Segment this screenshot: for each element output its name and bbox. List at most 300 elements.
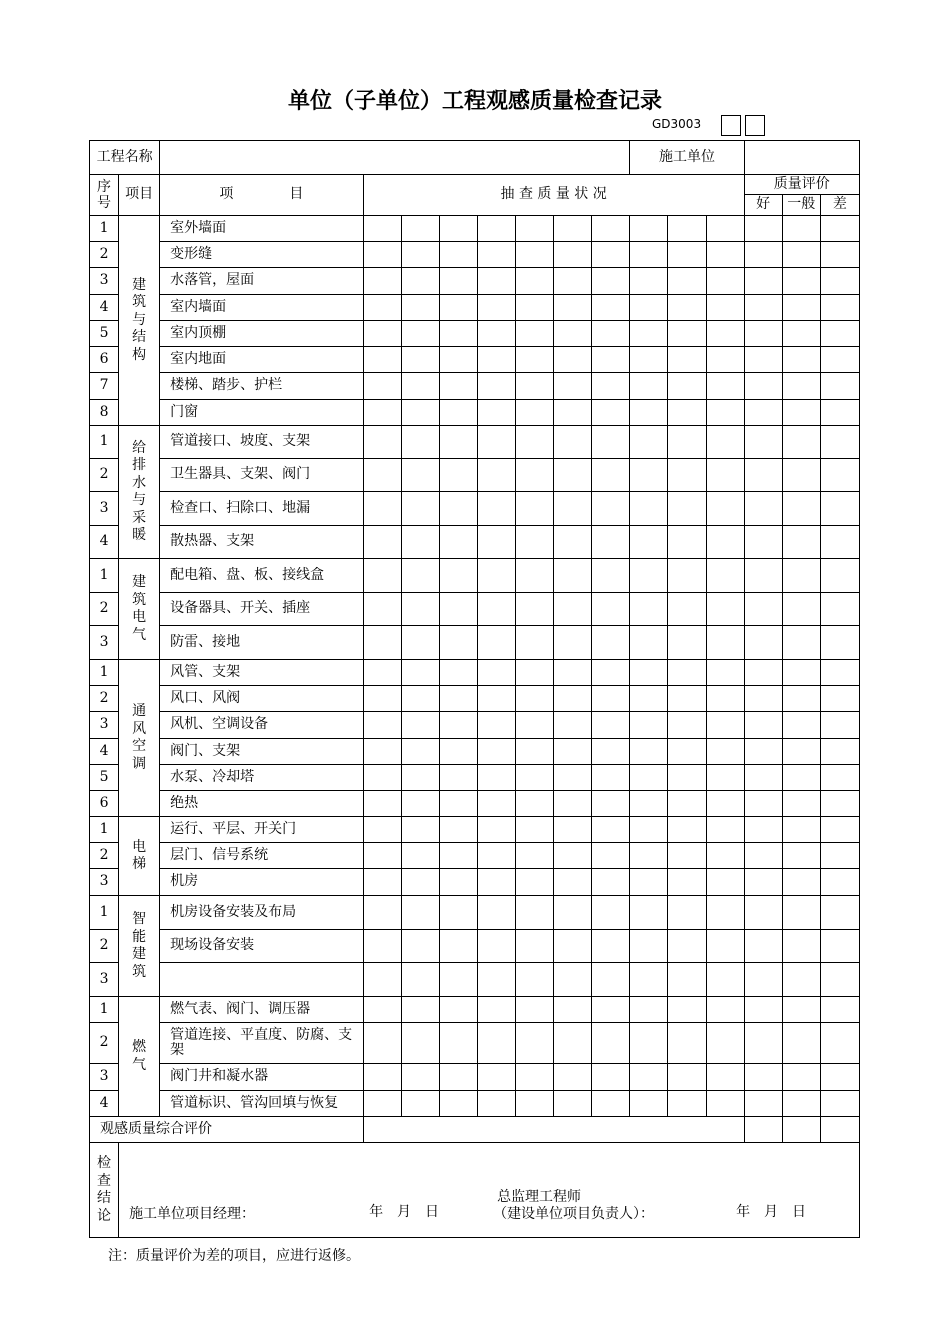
inspection-cell[interactable] <box>401 426 439 459</box>
inspection-cell[interactable] <box>401 930 439 963</box>
inspection-cell[interactable] <box>477 791 515 817</box>
inspection-cell[interactable] <box>592 896 630 930</box>
inspection-cell[interactable] <box>554 492 592 526</box>
rating-good-cell[interactable] <box>744 1023 782 1064</box>
inspection-cell[interactable] <box>630 321 668 347</box>
inspection-cell[interactable] <box>706 1023 744 1064</box>
inspection-cell[interactable] <box>439 321 477 347</box>
inspection-cell[interactable] <box>363 295 401 321</box>
inspection-cell[interactable] <box>706 459 744 492</box>
rating-average-cell[interactable] <box>782 1023 820 1064</box>
inspection-cell[interactable] <box>668 660 706 686</box>
inspection-cell[interactable] <box>477 896 515 930</box>
inspection-cell[interactable] <box>592 321 630 347</box>
inspection-cell[interactable] <box>439 660 477 686</box>
inspection-cell[interactable] <box>668 242 706 268</box>
rating-good-cell[interactable] <box>744 321 782 347</box>
inspection-cell[interactable] <box>630 686 668 712</box>
inspection-cell[interactable] <box>706 791 744 817</box>
rating-average-cell[interactable] <box>782 712 820 739</box>
rating-average-cell[interactable] <box>782 660 820 686</box>
conclusion-body[interactable] <box>119 1143 860 1238</box>
rating-poor-cell[interactable] <box>820 242 859 268</box>
inspection-cell[interactable] <box>401 373 439 400</box>
inspection-cell[interactable] <box>592 295 630 321</box>
inspection-cell[interactable] <box>401 400 439 426</box>
inspection-cell[interactable] <box>554 347 592 373</box>
rating-good-cell[interactable] <box>744 373 782 400</box>
inspection-cell[interactable] <box>439 963 477 997</box>
inspection-cell[interactable] <box>516 373 554 400</box>
inspection-cell[interactable] <box>439 526 477 559</box>
inspection-cell[interactable] <box>668 869 706 896</box>
rating-average-cell[interactable] <box>782 492 820 526</box>
inspection-cell[interactable] <box>477 1023 515 1064</box>
inspection-cell[interactable] <box>477 242 515 268</box>
inspection-cell[interactable] <box>668 765 706 791</box>
rating-poor-cell[interactable] <box>820 295 859 321</box>
inspection-cell[interactable] <box>630 843 668 869</box>
inspection-cell[interactable] <box>706 426 744 459</box>
inspection-cell[interactable] <box>401 242 439 268</box>
inspection-cell[interactable] <box>401 559 439 593</box>
inspection-cell[interactable] <box>554 216 592 242</box>
rating-poor-cell[interactable] <box>820 268 859 295</box>
rating-good-cell[interactable] <box>744 526 782 559</box>
rating-good-cell[interactable] <box>744 216 782 242</box>
inspection-cell[interactable] <box>706 739 744 765</box>
overall-good-cell[interactable] <box>744 1117 782 1143</box>
inspection-cell[interactable] <box>439 426 477 459</box>
inspection-cell[interactable] <box>516 526 554 559</box>
inspection-cell[interactable] <box>516 1064 554 1091</box>
inspection-cell[interactable] <box>668 216 706 242</box>
inspection-cell[interactable] <box>592 426 630 459</box>
inspection-cell[interactable] <box>401 1091 439 1117</box>
inspection-cell[interactable] <box>554 593 592 626</box>
inspection-cell[interactable] <box>401 268 439 295</box>
inspection-cell[interactable] <box>439 1064 477 1091</box>
inspection-cell[interactable] <box>668 930 706 963</box>
rating-good-cell[interactable] <box>744 739 782 765</box>
overall-evaluation-field[interactable] <box>363 1117 744 1143</box>
inspection-cell[interactable] <box>439 896 477 930</box>
inspection-cell[interactable] <box>439 400 477 426</box>
inspection-cell[interactable] <box>706 1091 744 1117</box>
inspection-cell[interactable] <box>401 1023 439 1064</box>
inspection-cell[interactable] <box>516 660 554 686</box>
rating-poor-cell[interactable] <box>820 869 859 896</box>
inspection-cell[interactable] <box>668 896 706 930</box>
inspection-cell[interactable] <box>668 1023 706 1064</box>
inspection-cell[interactable] <box>592 492 630 526</box>
inspection-cell[interactable] <box>592 660 630 686</box>
inspection-cell[interactable] <box>668 426 706 459</box>
inspection-cell[interactable] <box>668 268 706 295</box>
inspection-cell[interactable] <box>401 526 439 559</box>
rating-good-cell[interactable] <box>744 712 782 739</box>
inspection-cell[interactable] <box>630 373 668 400</box>
inspection-cell[interactable] <box>554 896 592 930</box>
project-name-field[interactable] <box>160 141 630 175</box>
inspection-cell[interactable] <box>401 963 439 997</box>
inspection-cell[interactable] <box>363 373 401 400</box>
inspection-cell[interactable] <box>630 896 668 930</box>
inspection-cell[interactable] <box>439 347 477 373</box>
inspection-cell[interactable] <box>554 1091 592 1117</box>
inspection-cell[interactable] <box>401 791 439 817</box>
inspection-cell[interactable] <box>401 739 439 765</box>
inspection-cell[interactable] <box>706 843 744 869</box>
inspection-cell[interactable] <box>401 817 439 843</box>
inspection-cell[interactable] <box>363 817 401 843</box>
rating-good-cell[interactable] <box>744 242 782 268</box>
inspection-cell[interactable] <box>706 400 744 426</box>
inspection-cell[interactable] <box>516 492 554 526</box>
inspection-cell[interactable] <box>363 739 401 765</box>
rating-average-cell[interactable] <box>782 268 820 295</box>
rating-average-cell[interactable] <box>782 459 820 492</box>
inspection-cell[interactable] <box>401 593 439 626</box>
inspection-cell[interactable] <box>516 426 554 459</box>
inspection-cell[interactable] <box>477 347 515 373</box>
inspection-cell[interactable] <box>439 843 477 869</box>
inspection-cell[interactable] <box>554 686 592 712</box>
inspection-cell[interactable] <box>668 321 706 347</box>
inspection-cell[interactable] <box>516 400 554 426</box>
inspection-cell[interactable] <box>554 712 592 739</box>
inspection-cell[interactable] <box>630 791 668 817</box>
inspection-cell[interactable] <box>630 997 668 1023</box>
rating-good-cell[interactable] <box>744 686 782 712</box>
inspection-cell[interactable] <box>401 1064 439 1091</box>
inspection-cell[interactable] <box>477 739 515 765</box>
overall-average-cell[interactable] <box>782 1117 820 1143</box>
inspection-cell[interactable] <box>401 686 439 712</box>
inspection-cell[interactable] <box>439 1023 477 1064</box>
inspection-cell[interactable] <box>363 321 401 347</box>
inspection-cell[interactable] <box>592 268 630 295</box>
inspection-cell[interactable] <box>630 626 668 660</box>
inspection-cell[interactable] <box>477 626 515 660</box>
inspection-cell[interactable] <box>363 526 401 559</box>
rating-poor-cell[interactable] <box>820 426 859 459</box>
inspection-cell[interactable] <box>477 817 515 843</box>
inspection-cell[interactable] <box>363 712 401 739</box>
inspection-cell[interactable] <box>401 295 439 321</box>
rating-good-cell[interactable] <box>744 817 782 843</box>
inspection-cell[interactable] <box>516 712 554 739</box>
inspection-cell[interactable] <box>706 593 744 626</box>
inspection-cell[interactable] <box>401 869 439 896</box>
rating-good-cell[interactable] <box>744 268 782 295</box>
inspection-cell[interactable] <box>630 426 668 459</box>
inspection-cell[interactable] <box>668 492 706 526</box>
construction-unit-field[interactable] <box>744 141 859 175</box>
inspection-cell[interactable] <box>706 295 744 321</box>
inspection-cell[interactable] <box>363 660 401 686</box>
inspection-cell[interactable] <box>363 869 401 896</box>
inspection-cell[interactable] <box>592 1091 630 1117</box>
rating-poor-cell[interactable] <box>820 930 859 963</box>
inspection-cell[interactable] <box>516 321 554 347</box>
rating-good-cell[interactable] <box>744 791 782 817</box>
inspection-cell[interactable] <box>630 660 668 686</box>
inspection-cell[interactable] <box>706 896 744 930</box>
rating-poor-cell[interactable] <box>820 896 859 930</box>
inspection-cell[interactable] <box>630 930 668 963</box>
inspection-cell[interactable] <box>477 400 515 426</box>
inspection-cell[interactable] <box>706 765 744 791</box>
inspection-cell[interactable] <box>363 593 401 626</box>
inspection-cell[interactable] <box>554 660 592 686</box>
inspection-cell[interactable] <box>630 492 668 526</box>
inspection-cell[interactable] <box>401 997 439 1023</box>
rating-average-cell[interactable] <box>782 526 820 559</box>
inspection-cell[interactable] <box>477 1091 515 1117</box>
inspection-cell[interactable] <box>554 817 592 843</box>
inspection-cell[interactable] <box>363 1064 401 1091</box>
inspection-cell[interactable] <box>668 817 706 843</box>
inspection-cell[interactable] <box>401 492 439 526</box>
rating-good-cell[interactable] <box>744 963 782 997</box>
inspection-cell[interactable] <box>516 896 554 930</box>
rating-average-cell[interactable] <box>782 1091 820 1117</box>
inspection-cell[interactable] <box>363 242 401 268</box>
rating-good-cell[interactable] <box>744 492 782 526</box>
inspection-cell[interactable] <box>516 626 554 660</box>
rating-poor-cell[interactable] <box>820 400 859 426</box>
inspection-cell[interactable] <box>516 1091 554 1117</box>
inspection-cell[interactable] <box>554 459 592 492</box>
inspection-cell[interactable] <box>516 686 554 712</box>
inspection-cell[interactable] <box>401 321 439 347</box>
rating-average-cell[interactable] <box>782 739 820 765</box>
inspection-cell[interactable] <box>706 626 744 660</box>
inspection-cell[interactable] <box>516 963 554 997</box>
inspection-cell[interactable] <box>363 896 401 930</box>
inspection-cell[interactable] <box>592 765 630 791</box>
inspection-cell[interactable] <box>401 459 439 492</box>
inspection-cell[interactable] <box>516 869 554 896</box>
inspection-cell[interactable] <box>630 1091 668 1117</box>
inspection-cell[interactable] <box>439 765 477 791</box>
rating-poor-cell[interactable] <box>820 712 859 739</box>
code-box-1[interactable] <box>721 115 741 136</box>
inspection-cell[interactable] <box>554 1023 592 1064</box>
inspection-cell[interactable] <box>668 373 706 400</box>
inspection-cell[interactable] <box>363 559 401 593</box>
inspection-cell[interactable] <box>706 492 744 526</box>
inspection-cell[interactable] <box>477 373 515 400</box>
inspection-cell[interactable] <box>630 817 668 843</box>
rating-good-cell[interactable] <box>744 347 782 373</box>
inspection-cell[interactable] <box>516 559 554 593</box>
inspection-cell[interactable] <box>477 869 515 896</box>
inspection-cell[interactable] <box>706 930 744 963</box>
rating-average-cell[interactable] <box>782 930 820 963</box>
inspection-cell[interactable] <box>477 1064 515 1091</box>
inspection-cell[interactable] <box>630 765 668 791</box>
rating-good-cell[interactable] <box>744 459 782 492</box>
inspection-cell[interactable] <box>477 459 515 492</box>
rating-average-cell[interactable] <box>782 593 820 626</box>
inspection-cell[interactable] <box>363 459 401 492</box>
rating-poor-cell[interactable] <box>820 216 859 242</box>
rating-poor-cell[interactable] <box>820 459 859 492</box>
overall-poor-cell[interactable] <box>820 1117 859 1143</box>
inspection-cell[interactable] <box>477 526 515 559</box>
inspection-cell[interactable] <box>630 559 668 593</box>
inspection-cell[interactable] <box>706 712 744 739</box>
rating-poor-cell[interactable] <box>820 492 859 526</box>
rating-average-cell[interactable] <box>782 791 820 817</box>
inspection-cell[interactable] <box>668 295 706 321</box>
rating-average-cell[interactable] <box>782 686 820 712</box>
rating-average-cell[interactable] <box>782 295 820 321</box>
inspection-cell[interactable] <box>630 459 668 492</box>
inspection-cell[interactable] <box>516 843 554 869</box>
inspection-cell[interactable] <box>477 559 515 593</box>
inspection-cell[interactable] <box>363 626 401 660</box>
inspection-cell[interactable] <box>439 930 477 963</box>
rating-good-cell[interactable] <box>744 295 782 321</box>
rating-average-cell[interactable] <box>782 963 820 997</box>
rating-average-cell[interactable] <box>782 765 820 791</box>
inspection-cell[interactable] <box>477 843 515 869</box>
inspection-cell[interactable] <box>630 963 668 997</box>
inspection-cell[interactable] <box>554 321 592 347</box>
inspection-cell[interactable] <box>592 843 630 869</box>
inspection-cell[interactable] <box>439 295 477 321</box>
inspection-cell[interactable] <box>477 997 515 1023</box>
rating-good-cell[interactable] <box>744 426 782 459</box>
rating-good-cell[interactable] <box>744 626 782 660</box>
inspection-cell[interactable] <box>439 997 477 1023</box>
inspection-cell[interactable] <box>554 400 592 426</box>
inspection-cell[interactable] <box>439 373 477 400</box>
inspection-cell[interactable] <box>516 997 554 1023</box>
rating-poor-cell[interactable] <box>820 997 859 1023</box>
inspection-cell[interactable] <box>592 526 630 559</box>
rating-average-cell[interactable] <box>782 997 820 1023</box>
inspection-cell[interactable] <box>439 817 477 843</box>
inspection-cell[interactable] <box>592 559 630 593</box>
inspection-cell[interactable] <box>516 242 554 268</box>
rating-good-cell[interactable] <box>744 1091 782 1117</box>
inspection-cell[interactable] <box>439 593 477 626</box>
inspection-cell[interactable] <box>592 373 630 400</box>
inspection-cell[interactable] <box>363 400 401 426</box>
rating-poor-cell[interactable] <box>820 1064 859 1091</box>
inspection-cell[interactable] <box>668 1064 706 1091</box>
inspection-cell[interactable] <box>668 997 706 1023</box>
inspection-cell[interactable] <box>706 242 744 268</box>
inspection-cell[interactable] <box>554 997 592 1023</box>
inspection-cell[interactable] <box>592 593 630 626</box>
inspection-cell[interactable] <box>439 739 477 765</box>
inspection-cell[interactable] <box>363 1023 401 1064</box>
inspection-cell[interactable] <box>363 216 401 242</box>
inspection-cell[interactable] <box>477 492 515 526</box>
inspection-cell[interactable] <box>592 869 630 896</box>
inspection-cell[interactable] <box>592 626 630 660</box>
inspection-cell[interactable] <box>554 843 592 869</box>
inspection-cell[interactable] <box>363 1091 401 1117</box>
inspection-cell[interactable] <box>363 930 401 963</box>
rating-poor-cell[interactable] <box>820 559 859 593</box>
inspection-cell[interactable] <box>592 1064 630 1091</box>
inspection-cell[interactable] <box>401 660 439 686</box>
inspection-cell[interactable] <box>630 869 668 896</box>
rating-good-cell[interactable] <box>744 660 782 686</box>
inspection-cell[interactable] <box>516 347 554 373</box>
inspection-cell[interactable] <box>668 712 706 739</box>
code-box-2[interactable] <box>745 115 765 136</box>
rating-average-cell[interactable] <box>782 1064 820 1091</box>
inspection-cell[interactable] <box>477 426 515 459</box>
inspection-cell[interactable] <box>401 712 439 739</box>
inspection-cell[interactable] <box>668 791 706 817</box>
rating-poor-cell[interactable] <box>820 791 859 817</box>
inspection-cell[interactable] <box>554 526 592 559</box>
inspection-cell[interactable] <box>554 559 592 593</box>
rating-poor-cell[interactable] <box>820 1091 859 1117</box>
inspection-cell[interactable] <box>592 963 630 997</box>
inspection-cell[interactable] <box>439 869 477 896</box>
inspection-cell[interactable] <box>554 426 592 459</box>
inspection-cell[interactable] <box>592 712 630 739</box>
inspection-cell[interactable] <box>630 347 668 373</box>
inspection-cell[interactable] <box>477 963 515 997</box>
rating-good-cell[interactable] <box>744 765 782 791</box>
inspection-cell[interactable] <box>401 896 439 930</box>
inspection-cell[interactable] <box>363 997 401 1023</box>
inspection-cell[interactable] <box>363 843 401 869</box>
rating-good-cell[interactable] <box>744 896 782 930</box>
inspection-cell[interactable] <box>363 791 401 817</box>
inspection-cell[interactable] <box>516 593 554 626</box>
inspection-cell[interactable] <box>516 739 554 765</box>
inspection-cell[interactable] <box>668 963 706 997</box>
rating-poor-cell[interactable] <box>820 817 859 843</box>
inspection-cell[interactable] <box>592 817 630 843</box>
inspection-cell[interactable] <box>516 791 554 817</box>
inspection-cell[interactable] <box>363 686 401 712</box>
rating-poor-cell[interactable] <box>820 739 859 765</box>
inspection-cell[interactable] <box>630 739 668 765</box>
inspection-cell[interactable] <box>592 242 630 268</box>
rating-average-cell[interactable] <box>782 869 820 896</box>
inspection-cell[interactable] <box>706 526 744 559</box>
rating-poor-cell[interactable] <box>820 660 859 686</box>
rating-poor-cell[interactable] <box>820 686 859 712</box>
inspection-cell[interactable] <box>554 930 592 963</box>
inspection-cell[interactable] <box>706 373 744 400</box>
inspection-cell[interactable] <box>363 492 401 526</box>
inspection-cell[interactable] <box>439 686 477 712</box>
rating-poor-cell[interactable] <box>820 526 859 559</box>
inspection-cell[interactable] <box>439 492 477 526</box>
inspection-cell[interactable] <box>401 626 439 660</box>
inspection-cell[interactable] <box>554 373 592 400</box>
inspection-cell[interactable] <box>401 347 439 373</box>
inspection-cell[interactable] <box>630 712 668 739</box>
inspection-cell[interactable] <box>592 459 630 492</box>
inspection-cell[interactable] <box>592 791 630 817</box>
inspection-cell[interactable] <box>477 765 515 791</box>
inspection-cell[interactable] <box>706 268 744 295</box>
